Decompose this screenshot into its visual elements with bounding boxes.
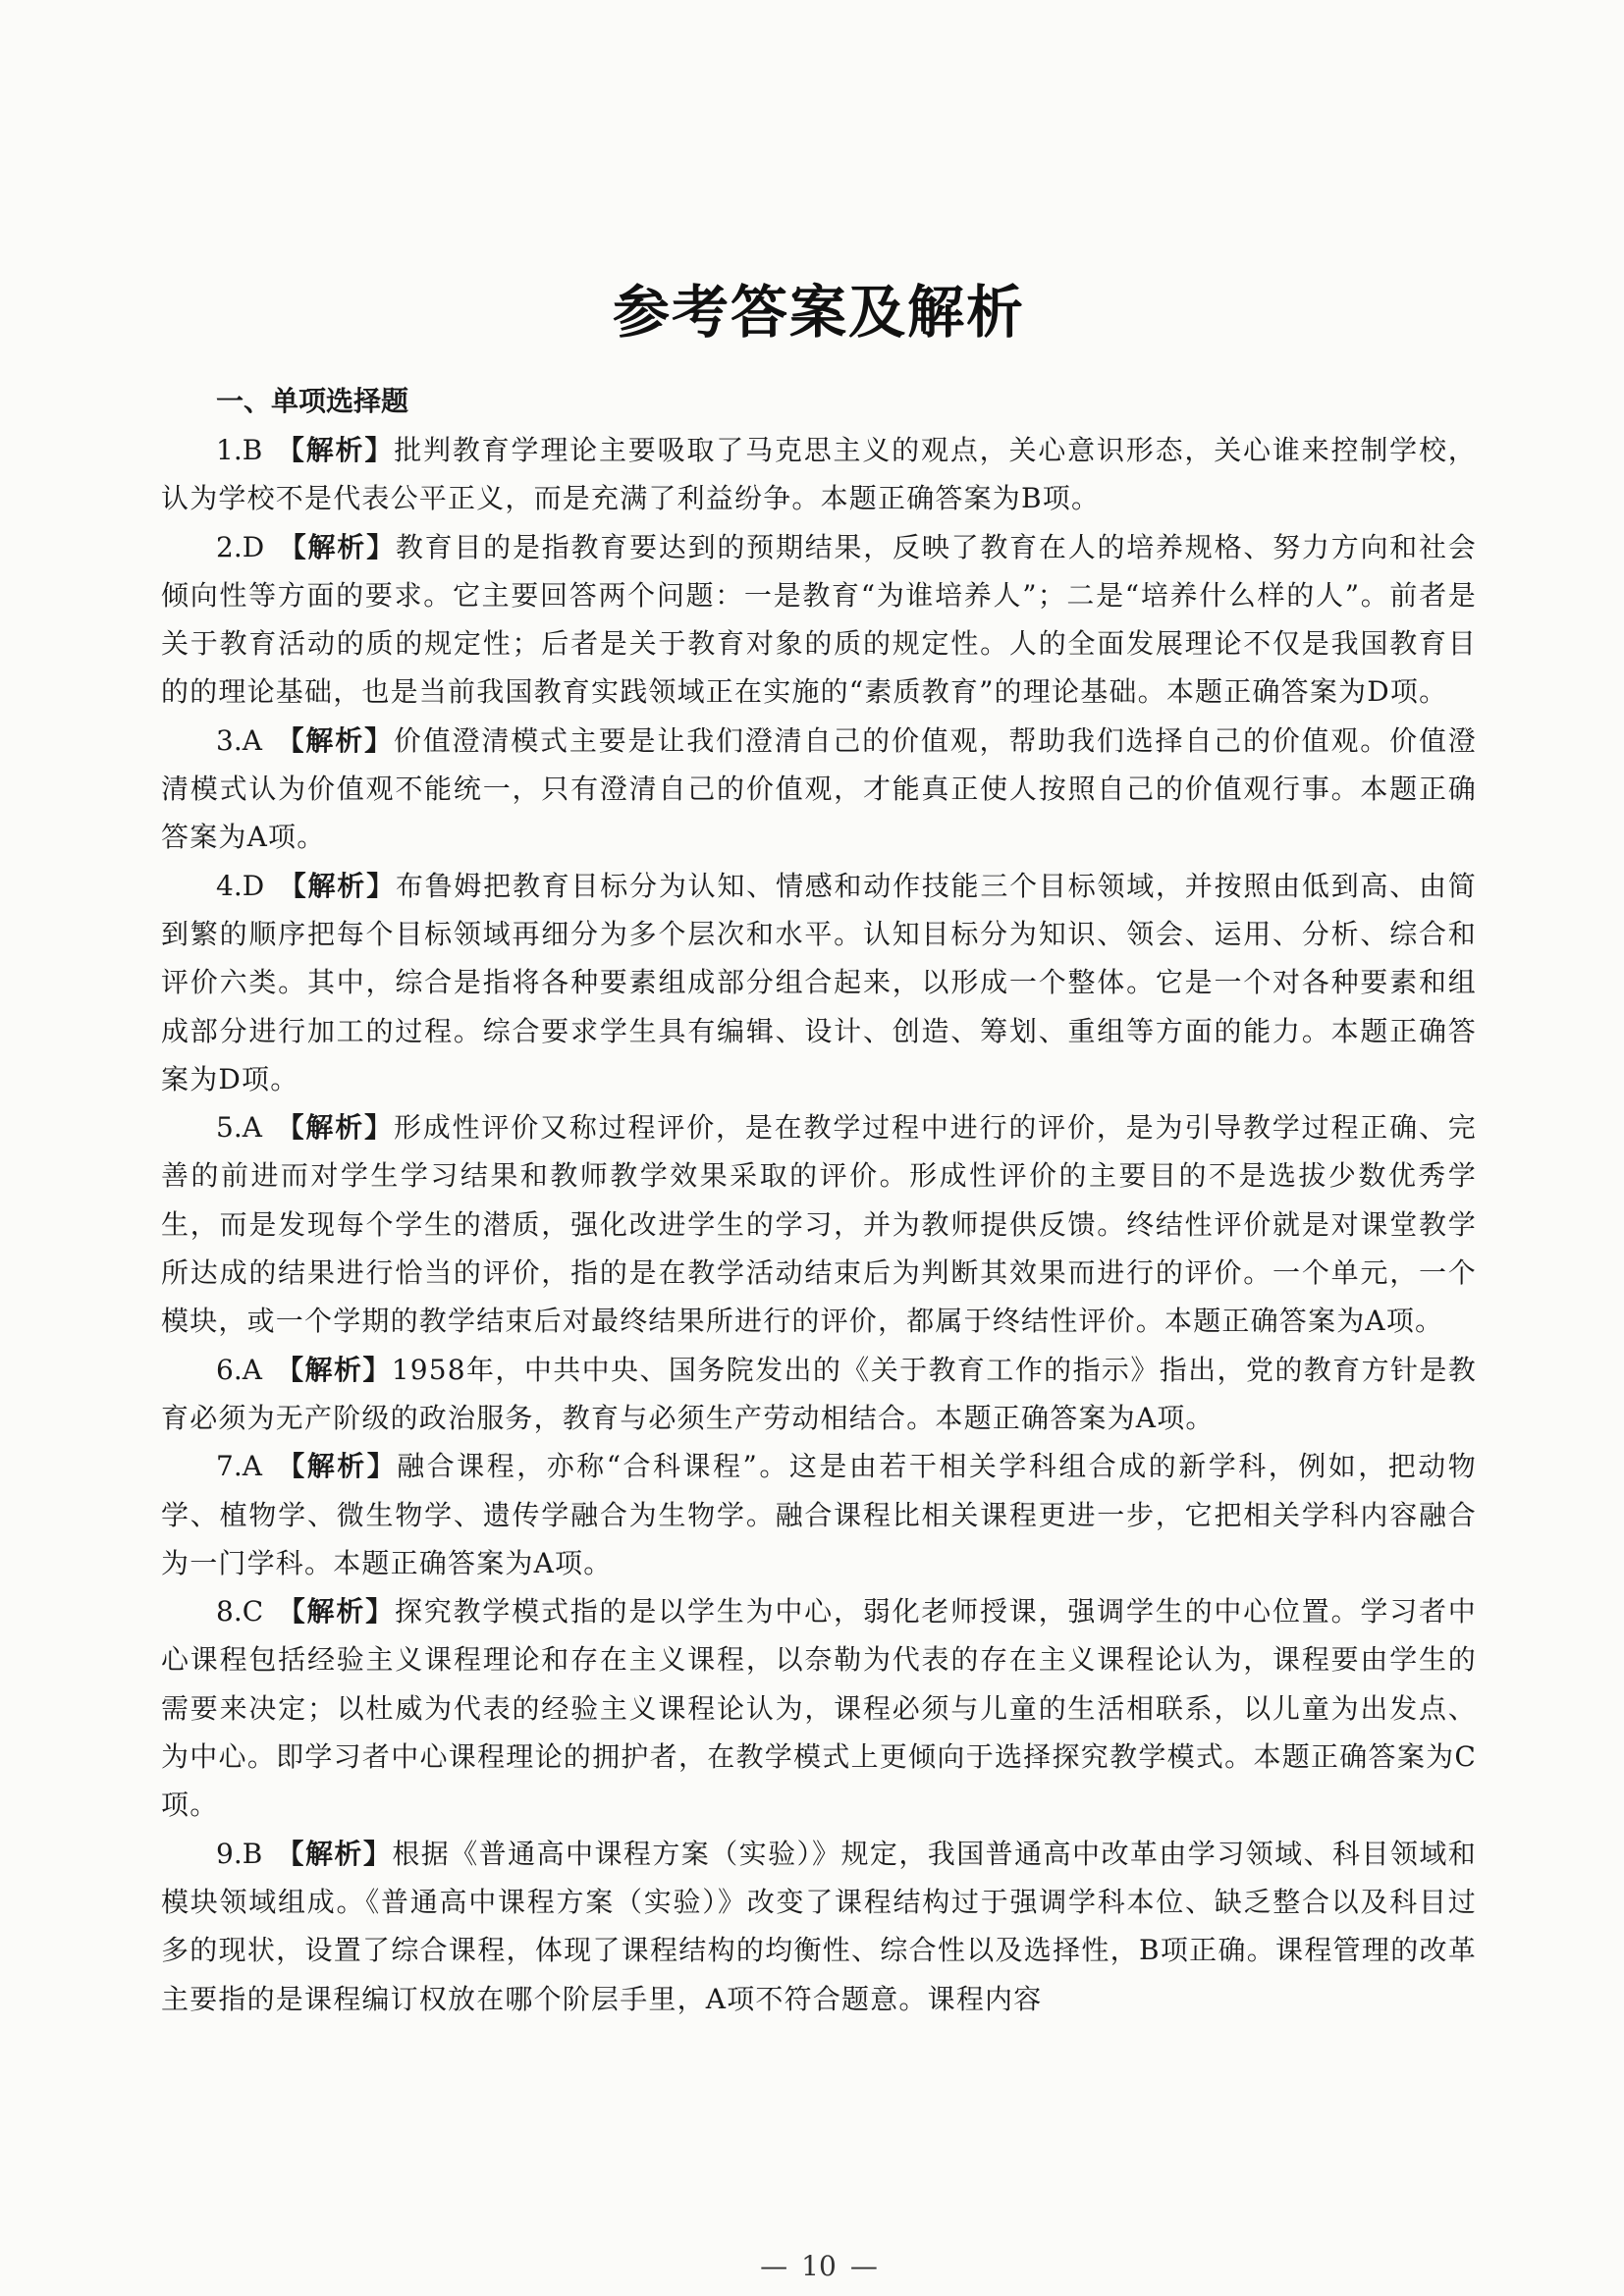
analysis-text: 教育目的是指教育要达到的预期结果，反映了教育在人的培养规格、努力方向和社会倾向性等方面的要求。它主要回答两个问题：一是教育“为谁培养人”；二是“培养什么样的人”。前者是关于教育活动的质的规定性；后者是关于教育对象的质的规定性。人的全面发展理论不仅是我国教育目的的理论基础，也是当前我国教育实践领域正在实施的“素质教育”的理论基础。本题正确答案为D项。 bbox=[161, 530, 1477, 709]
page-number: 10 bbox=[801, 2250, 837, 2282]
analysis-text: 根据《普通高中课程方案（实验）》规定，我国普通高中改革由学习领域、科目领域和模块领域组成。《普通高中课程方案（实验）》改变了课程结构过于强调学科本位、缺乏整合以及科目过多的现状，设置了综合课程，体现了课程结构的均衡性、综合性以及选择性，B项正确。课程管理的改革主要指的是课程编订权放在哪个阶层手里，A项不符合题意。课程内容 bbox=[161, 1837, 1477, 2015]
analysis-tag: 【解析】 bbox=[275, 723, 394, 757]
answer-item-6 bbox=[161, 1346, 1477, 1443]
page-title: 参考答案及解析 bbox=[612, 278, 1025, 346]
footer-dash-left: — bbox=[760, 2250, 788, 2282]
analysis-tag: 【解析】 bbox=[277, 1595, 395, 1629]
page-footer bbox=[161, 2250, 1477, 2282]
analysis-tag: 【解析】 bbox=[276, 434, 395, 466]
answer-number: 4.D bbox=[216, 869, 265, 902]
section-heading: 一、单项选择题 bbox=[216, 385, 409, 417]
answer-number: 3.A bbox=[216, 723, 262, 757]
analysis-tag: 【解析】 bbox=[275, 1450, 398, 1483]
answer-number: 6.A bbox=[216, 1353, 262, 1386]
answer-number: 9.B bbox=[216, 1837, 263, 1870]
analysis-tag: 【解析】 bbox=[278, 530, 396, 563]
analysis-text: 价值澄清模式主要是让我们澄清自己的价值观，帮助我们选择自己的价值观。价值澄清模式认为价值观不能统一，只有澄清自己的价值观，才能真正使人按照自己的价值观行事。本题正确答案为A项。 bbox=[161, 723, 1477, 854]
answer-item-4 bbox=[161, 862, 1477, 1103]
answer-item-8 bbox=[161, 1587, 1477, 1829]
answer-number: 7.A bbox=[216, 1450, 262, 1483]
answer-item-3 bbox=[161, 717, 1477, 862]
analysis-text: 探究教学模式指的是以学生为中心，弱化老师授课，强调学生的中心位置。学习者中心课程包括经验主义课程理论和存在主义课程，以奈勒为代表的存在主义课程论认为，课程要由学生的需要来决定；以杜威为代表的经验主义课程论认为，课程必须与儿童的生活相联系，以儿童为出发点、为中心。即学习者中心课程理论的拥护者，在教学模式上更倾向于选择探究教学模式。本题正确答案为C项。 bbox=[161, 1595, 1477, 1822]
answer-number: 1.B bbox=[216, 434, 263, 466]
answer-item-2 bbox=[161, 523, 1477, 717]
answer-item-7 bbox=[161, 1442, 1477, 1587]
analysis-tag: 【解析】 bbox=[275, 1353, 392, 1386]
answer-content bbox=[161, 377, 1477, 2023]
document-page bbox=[161, 0, 1477, 2296]
answer-item-5 bbox=[161, 1103, 1477, 1345]
analysis-tag: 【解析】 bbox=[278, 869, 396, 902]
answer-number: 5.A bbox=[216, 1111, 262, 1145]
analysis-text: 1958年，中共中央、国务院发出的《关于教育工作的指示》指出，党的教育方针是教育必须为无产阶级的政治服务，教育与必须生产劳动相结合。本题正确答案为A项。 bbox=[161, 1353, 1477, 1434]
analysis-text: 形成性评价又称过程评价，是在教学过程中进行的评价，是为引导教学过程正确、完善的前进而对学生学习结果和教师教学效果采取的评价。形成性评价的主要目的不是选拔少数优秀学生，而是发现每个学生的潜质，强化改进学生的学习，并为教师提供反馈。终结性评价就是对课堂教学所达成的结果进行恰当的评价，指的是在教学活动结束后为判断其效果而进行的评价。一个单元，一个模块，或一个学期的教学结束后对最终结果所进行的评价，都属于终结性评价。本题正确答案为A项。 bbox=[161, 1111, 1477, 1338]
answer-item-1 bbox=[161, 426, 1477, 523]
analysis-tag: 【解析】 bbox=[275, 1111, 394, 1145]
answer-item-9 bbox=[161, 1830, 1477, 2023]
analysis-tag: 【解析】 bbox=[276, 1837, 393, 1870]
footer-dash-right: — bbox=[849, 2250, 878, 2282]
answer-number: 2.D bbox=[216, 530, 265, 563]
analysis-text: 批判教育学理论主要吸取了马克思主义的观点，关心意识形态，关心谁来控制学校，认为学校不是代表公平正义，而是充满了利益纷争。本题正确答案为B项。 bbox=[161, 434, 1477, 515]
answer-number: 8.C bbox=[216, 1595, 264, 1629]
analysis-text: 融合课程，亦称“合科课程”。这是由若干相关学科组合成的新学科，例如，把动物学、植物学、微生物学、遗传学融合为生物学。融合课程比相关课程更进一步，它把相关学科内容融合为一门学科。本题正确答案为A项。 bbox=[161, 1450, 1477, 1579]
analysis-text: 布鲁姆把教育目标分为认知、情感和动作技能三个目标领域，并按照由低到高、由简到繁的顺序把每个目标领域再细分为多个层次和水平。认知目标分为知识、领会、运用、分析、综合和评价六类。其中，综合是指将各种要素组成部分组合起来，以形成一个整体。它是一个对各种要素和组成部分进行加工的过程。综合要求学生具有编辑、设计、创造、筹划、重组等方面的能力。本题正确答案为D项。 bbox=[161, 869, 1477, 1095]
